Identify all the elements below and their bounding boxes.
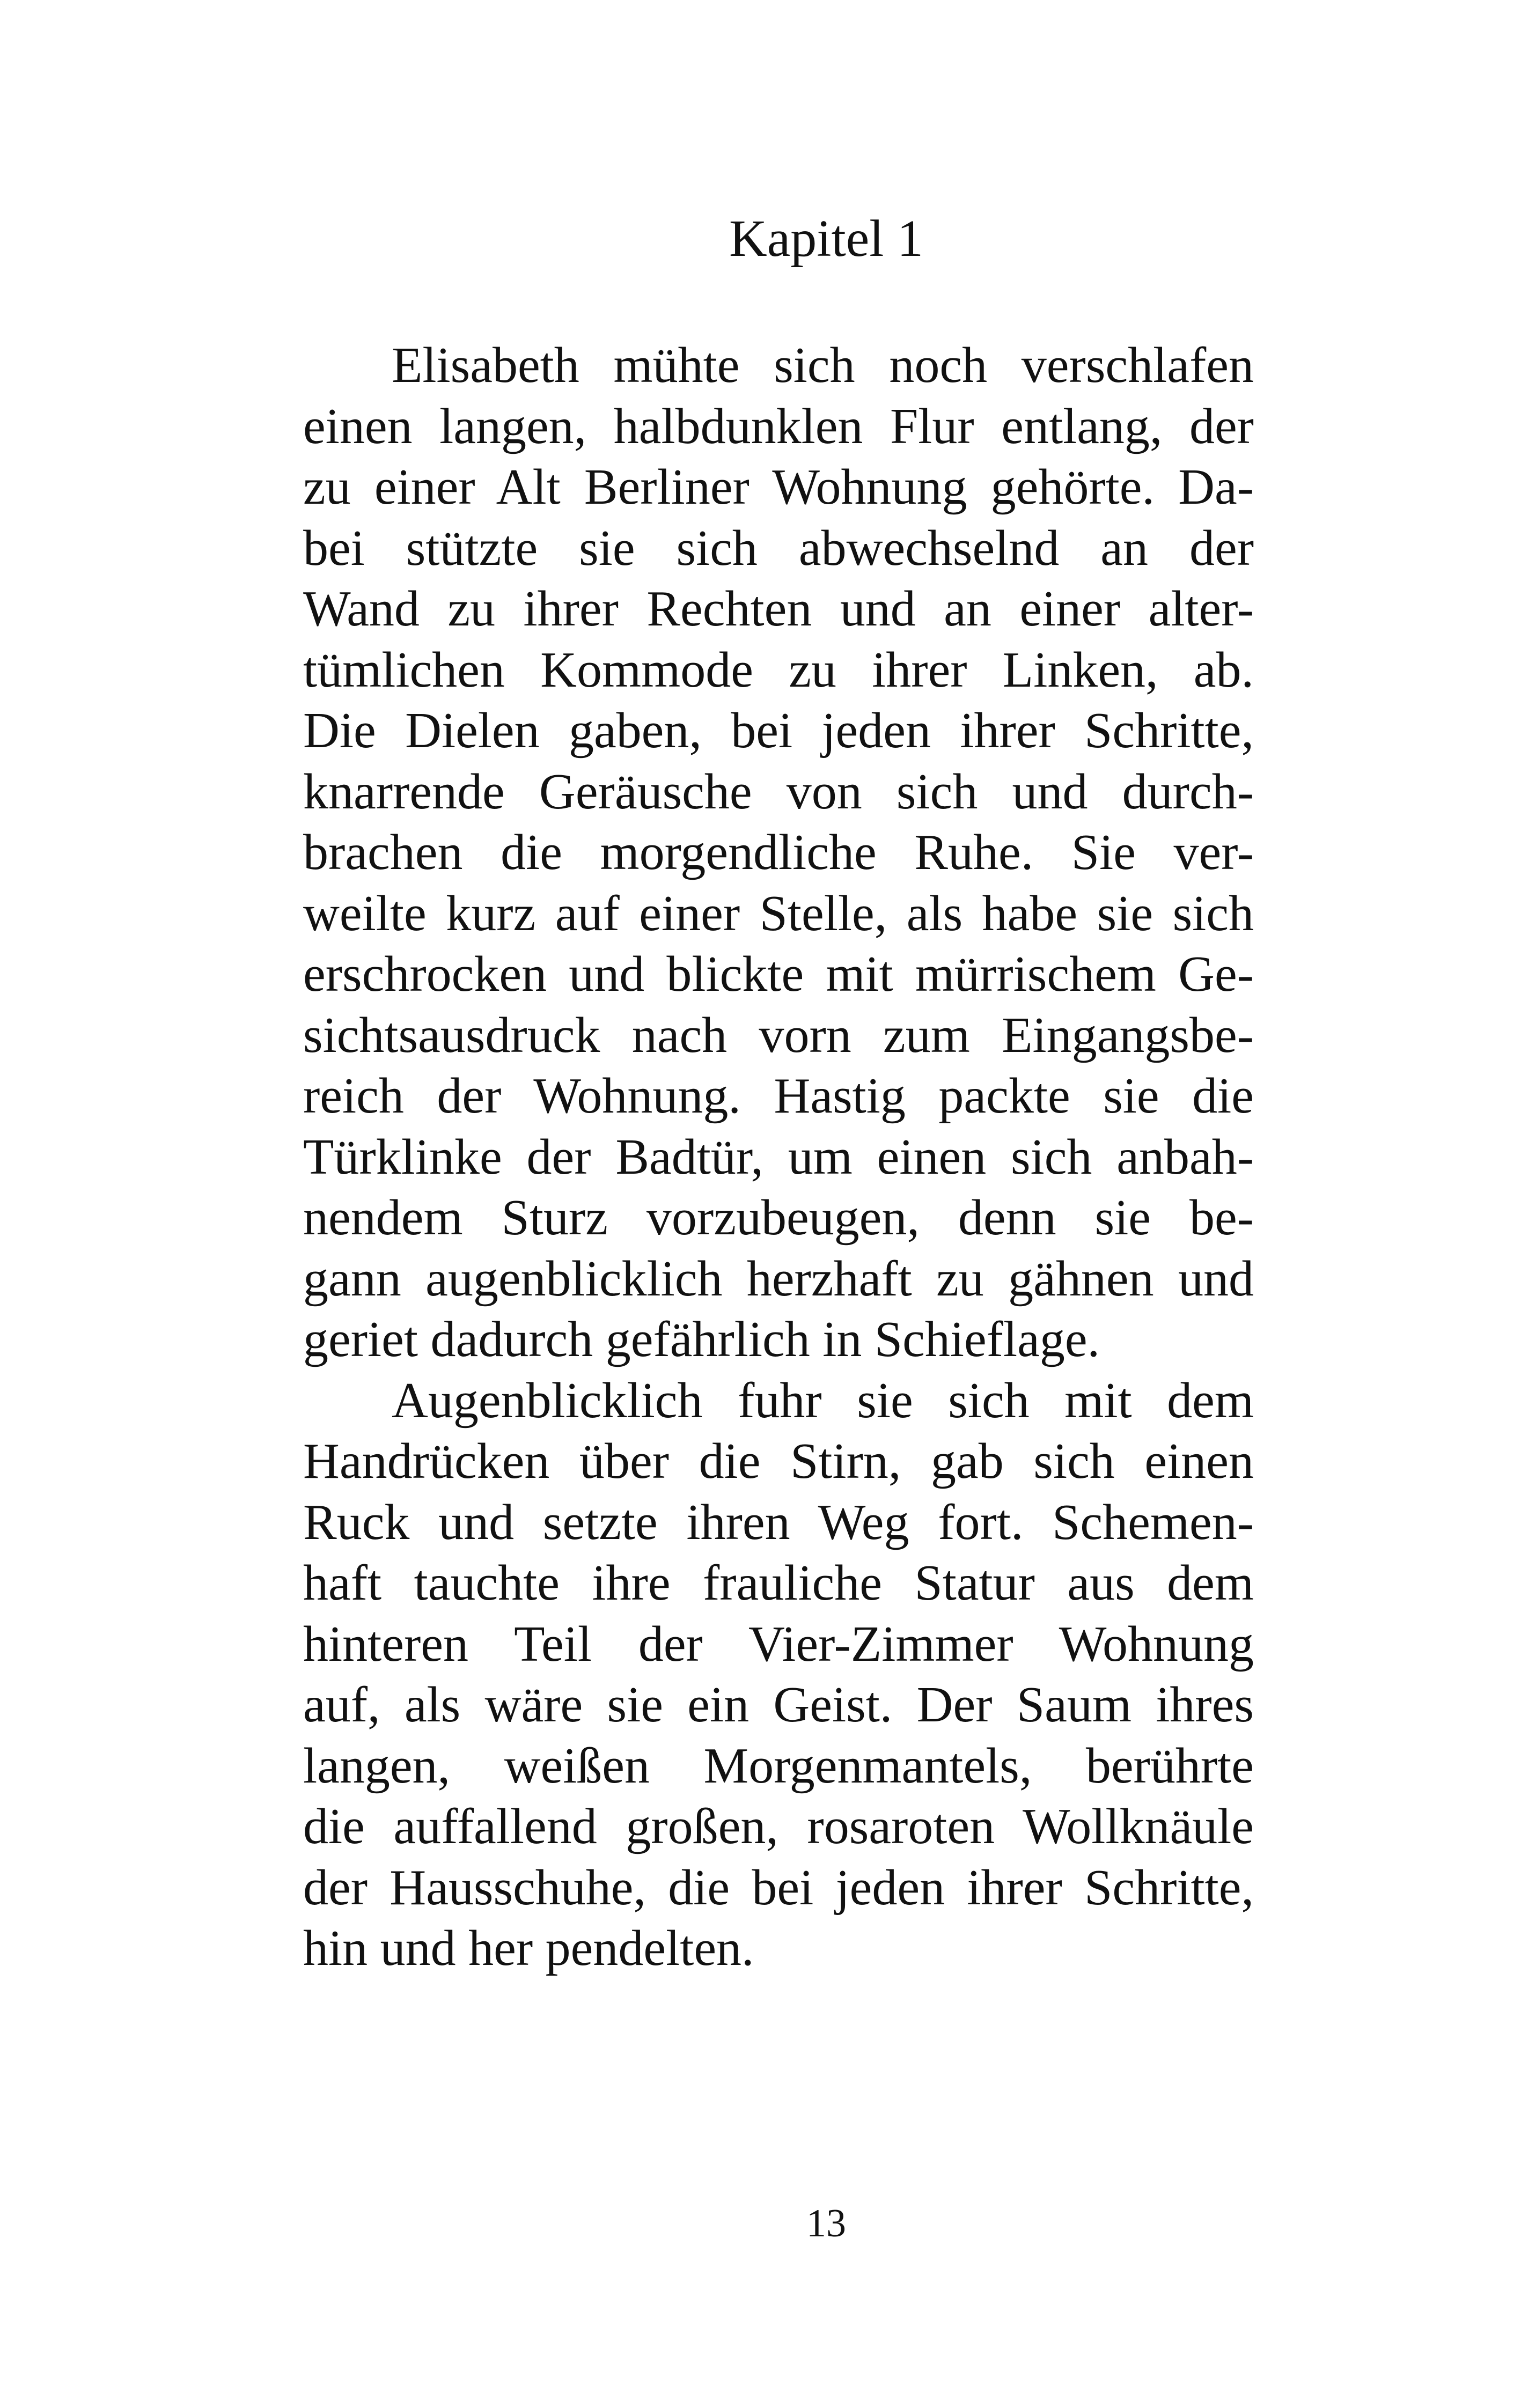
text-line: hinteren Teil der Vier-Zimmer Wohnung xyxy=(303,1616,1254,1672)
text-line: sichtsausdruck nach vorn zum Eingangsbe- xyxy=(303,1007,1254,1063)
text-line: der Hausschuhe, die bei jeden ihrer Schritte, xyxy=(303,1859,1254,1916)
text-line: einen langen, halbdunklen Flur entlang, der xyxy=(303,398,1254,454)
text-line: tümlichen Kommode zu ihrer Linken, ab. xyxy=(303,642,1254,698)
page-number: 13 xyxy=(806,2201,846,2245)
text-line: Handrücken über die Stirn, gab sich einen xyxy=(303,1433,1254,1489)
text-line: hin und her pendelten. xyxy=(303,1920,754,1976)
text-line: erschrocken und blickte mit mürrischem Ge- xyxy=(303,946,1254,1002)
chapter-title: Kapitel 1 xyxy=(729,210,923,268)
paragraph-2 xyxy=(303,1371,1254,1979)
text-line: Türklinke der Badtür, um einen sich anbah- xyxy=(303,1129,1254,1185)
text-line: weilte kurz auf einer Stelle, als habe sie sich xyxy=(303,885,1254,941)
text-line: langen, weißen Morgenmantels, berührte xyxy=(303,1737,1254,1794)
body-text xyxy=(303,335,1254,1979)
text-line: gann augenblicklich herzhaft zu gähnen und xyxy=(303,1250,1254,1307)
text-line: knarrende Geräusche von sich und durch- xyxy=(303,763,1254,820)
text-line: auf, als wäre sie ein Geist. Der Saum ihres xyxy=(303,1677,1254,1733)
text-line: bei stützte sie sich abwechselnd an der xyxy=(303,520,1254,576)
text-line: die auffallend großen, rosaroten Wollknäule xyxy=(303,1799,1254,1854)
text-line: Elisabeth mühte sich noch verschlafen xyxy=(392,337,1254,393)
text-line: Ruck und setzte ihren Weg fort. Schemen- xyxy=(303,1494,1254,1550)
text-line: Die Dielen gaben, bei jeden ihrer Schritte, xyxy=(303,703,1254,759)
text-line: Wand zu ihrer Rechten und an einer alter- xyxy=(303,581,1254,637)
text-line: zu einer Alt Berliner Wohnung gehörte. Da- xyxy=(303,459,1254,515)
text-line: geriet dadurch gefährlich in Schieflage. xyxy=(303,1312,1100,1367)
text-line: reich der Wohnung. Hastig packte sie die xyxy=(303,1068,1254,1124)
text-line: brachen die morgendliche Ruhe. Sie ver- xyxy=(303,824,1254,880)
paragraph-1 xyxy=(303,335,1254,1371)
text-line: haft tauchte ihre frauliche Statur aus dem xyxy=(303,1555,1254,1611)
text-line: Augenblicklich fuhr sie sich mit dem xyxy=(392,1372,1254,1428)
text-line: nendem Sturz vorzubeugen, denn sie be- xyxy=(303,1190,1254,1246)
